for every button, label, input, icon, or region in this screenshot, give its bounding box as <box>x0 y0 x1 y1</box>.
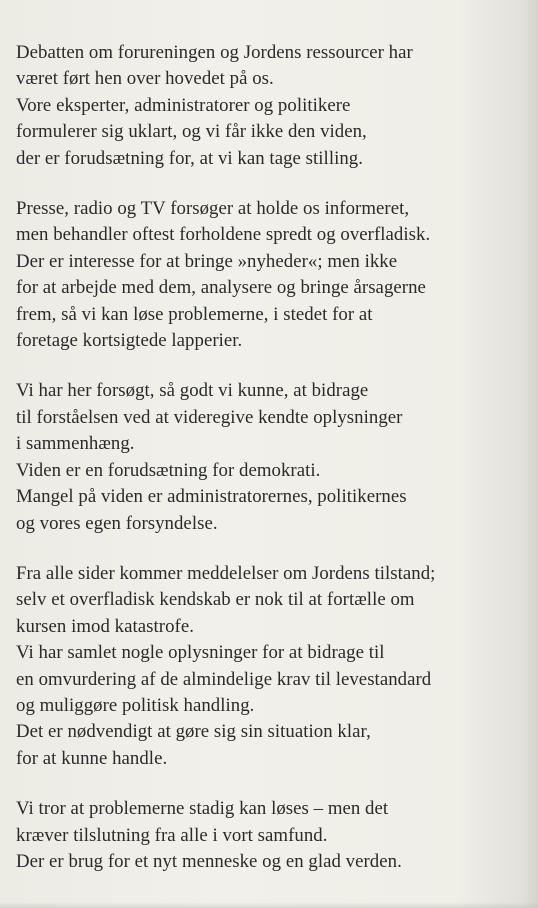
text-line: Vi har samlet nogle oplysninger for at bidrage til <box>16 642 385 664</box>
text-line: Der er interesse for at bringe »nyheder«; men ikke <box>16 250 398 272</box>
text-line: en omvurdering af de almindelige krav til levestandard <box>16 668 432 690</box>
page-edge-shadow <box>0 902 538 908</box>
text-line: Det er nødvendigt at gøre sig sin situation klar, <box>16 721 371 743</box>
text-line: Viden er en forudsætning for demokrati. <box>16 459 321 481</box>
paragraph-4 <box>16 561 531 772</box>
text-line: Vore eksperter, administratorer og politikere <box>16 94 351 116</box>
text-line: i sammenhæng. <box>16 433 135 455</box>
text-line: Debatten om forureningen og Jordens ressourcer har <box>16 42 413 63</box>
text-line: for at arbejde med dem, analysere og bringe årsagerne <box>16 277 426 299</box>
text-line: Vi tror at problemerne stadig kan løses – men det <box>16 798 389 820</box>
text-line: kursen imod katastrofe. <box>16 615 194 637</box>
text-line: været ført hen over hovedet på os. <box>16 68 274 90</box>
text-line: Presse, radio og TV forsøger at holde os informeret, <box>16 198 410 220</box>
text-line: selv et overfladisk kendskab er nok til at fortælle om <box>16 589 415 611</box>
text-line: og muliggøre politisk handling. <box>16 694 255 716</box>
text-line: Fra alle sider kommer meddelelser om Jordens tilstand; <box>16 562 436 584</box>
paragraph-2 <box>16 196 531 354</box>
text-line: men behandler oftest forholdene spredt og overfladisk. <box>16 224 431 246</box>
paragraph-5 <box>16 796 531 875</box>
text-line: til forståelsen ved at videregive kendte oplysninger <box>16 406 403 428</box>
text-line: Mangel på viden er administratorernes, politikernes <box>16 486 407 508</box>
text-line: og vores egen forsyndelse. <box>16 512 218 534</box>
text-line: formulerer sig uklart, og vi får ikke den viden, <box>16 121 367 143</box>
text-line: for at kunne handle. <box>16 747 168 769</box>
text-line: der er forudsætning for, at vi kan tage stilling. <box>16 147 363 169</box>
text-line: Der er brug for et nyt menneske og en glad verden. <box>16 850 402 872</box>
text-line: Vi har her forsøgt, så godt vi kunne, at bidrage <box>16 380 369 402</box>
text-line: kræver tilslutning fra alle i vort samfund. <box>16 824 328 846</box>
paragraph-1 <box>16 40 531 172</box>
text-line: frem, så vi kan løse problemerne, i stedet for at <box>16 303 373 325</box>
text-line: foretage kortsigtede lapperier. <box>16 330 243 352</box>
text-block <box>16 40 531 899</box>
paragraph-3 <box>16 378 531 536</box>
